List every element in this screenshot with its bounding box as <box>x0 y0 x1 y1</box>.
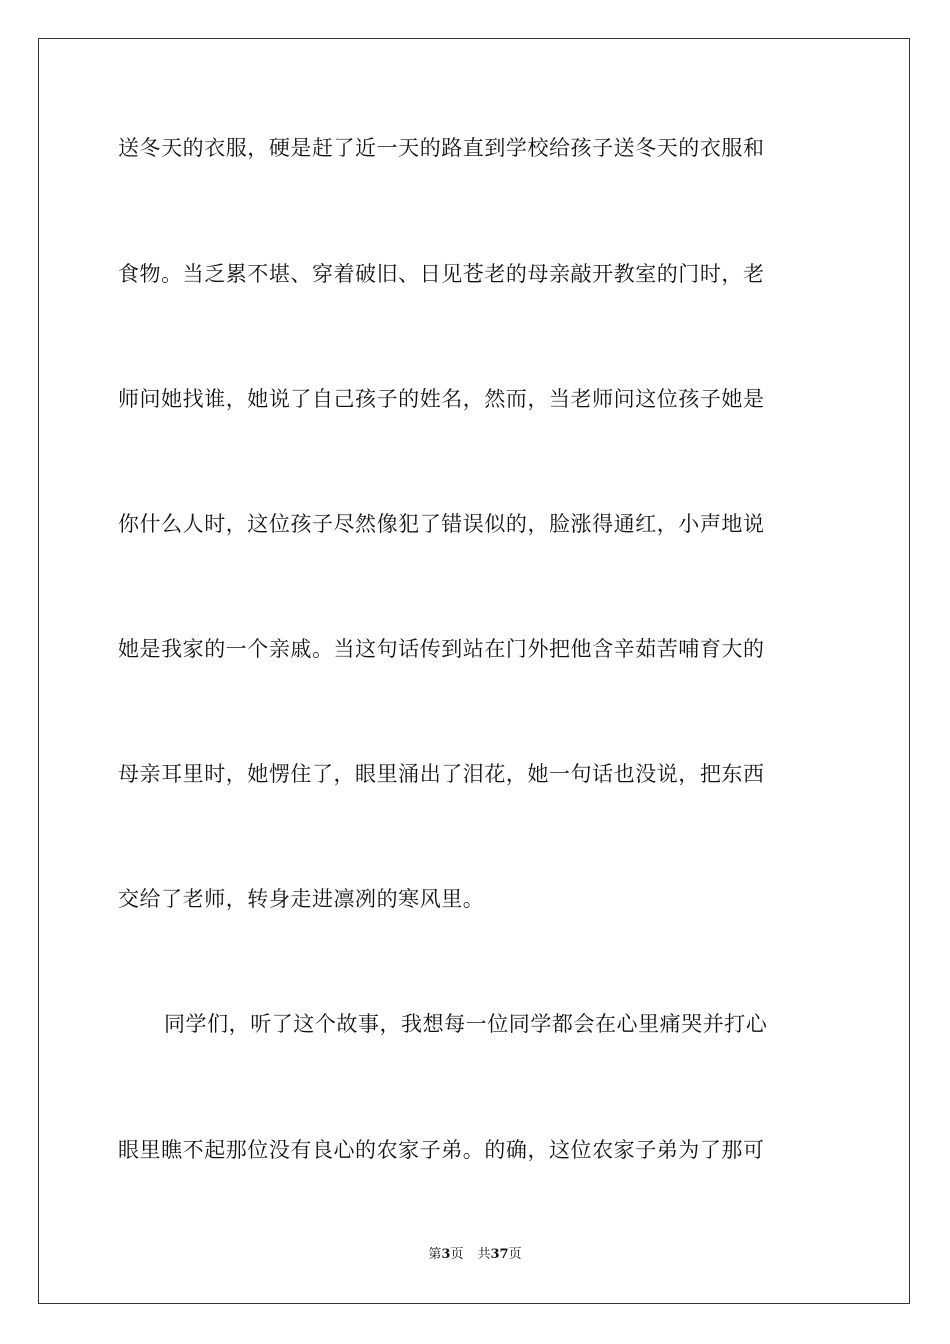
text-line: 她是我家的一个亲戚。当这句话传到站在门外把他含辛茹苦哺育大的 <box>118 637 765 661</box>
text-line: 食物。当乏累不堪、穿着破旧、日见苍老的母亲敲开教室的门时，老 <box>118 262 765 286</box>
total-prefix: 共 <box>477 1247 491 1262</box>
text-line: 送冬天的衣服，硬是赶了近一天的路直到学校给孩子送冬天的衣服和 <box>118 136 765 160</box>
text-line: 你什么人时，这位孩子尽然像犯了错误似的，脸涨得通红，小声地说 <box>118 512 765 536</box>
paragraph-first-line: 同学们，听了这个故事，我想每一位同学都会在心里痛哭并打心 <box>164 1012 768 1036</box>
total-pages: 37 <box>490 1247 509 1262</box>
text-line: 母亲耳里时，她愣住了，眼里涌出了泪花，她一句话也没说，把东西 <box>118 762 765 786</box>
page-suffix: 页 <box>450 1247 464 1262</box>
page-border <box>38 38 910 1304</box>
total-suffix: 页 <box>508 1247 522 1262</box>
page-footer <box>0 1246 950 1264</box>
text-line: 交给了老师，转身走进凛冽的寒风里。 <box>118 887 485 911</box>
text-line: 师问她找谁，她说了自己孩子的姓名，然而，当老师问这位孩子她是 <box>118 387 765 411</box>
page-number: 3 <box>441 1247 451 1262</box>
page-prefix: 第 <box>428 1247 442 1262</box>
text-line: 眼里瞧不起那位没有良心的农家子弟。的确，这位农家子弟为了那可 <box>118 1138 765 1162</box>
